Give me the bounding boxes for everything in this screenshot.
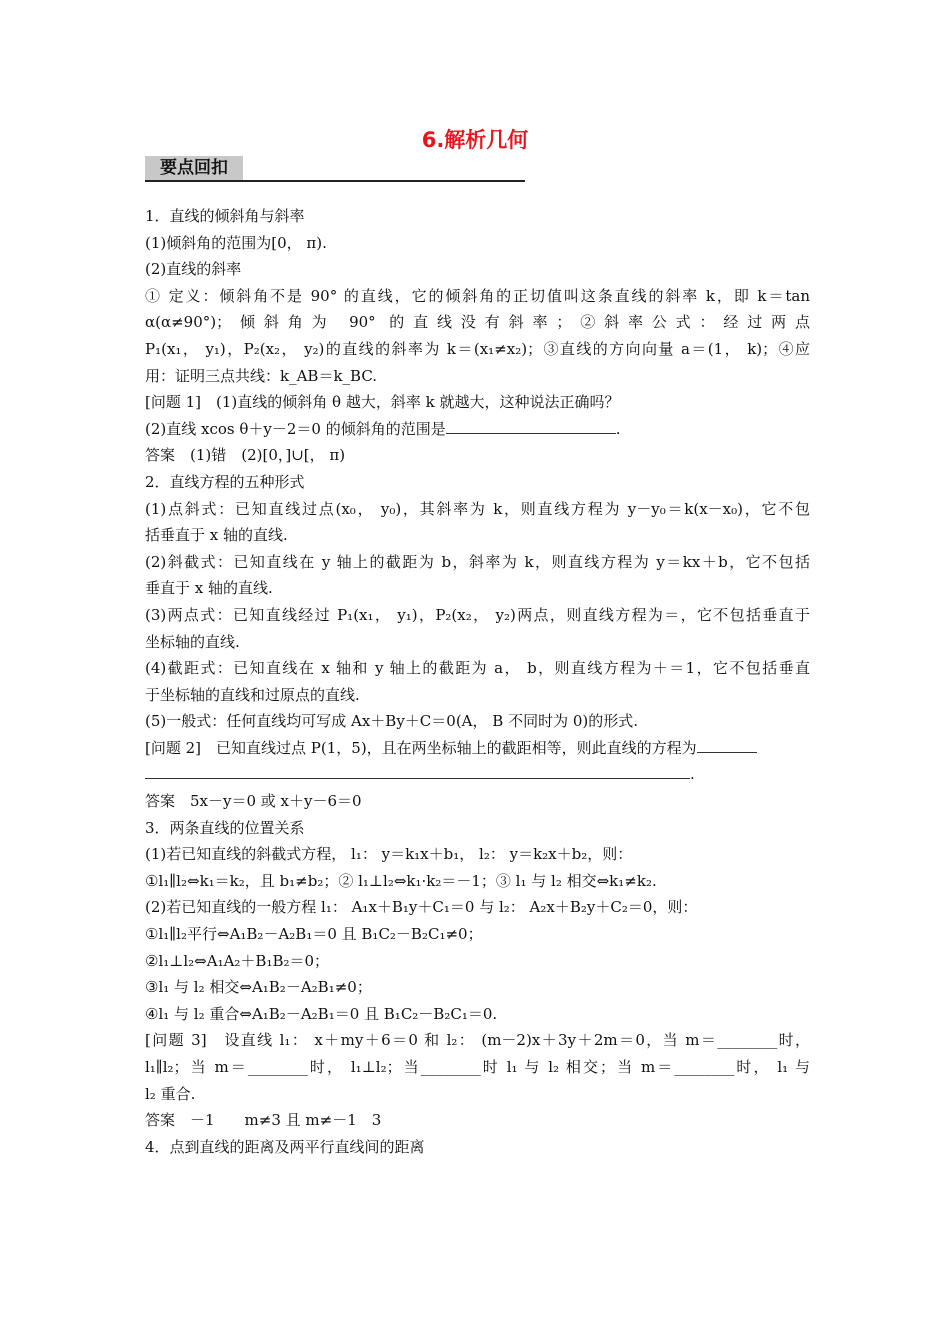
text-line-content: (2)斜截式：已知直线在 y 轴上的截距为 b，斜率为 k，则直线方程为 y＝kx＋b，它不包括: [145, 552, 810, 571]
text-line-content: ④l₁ 与 l₂ 重合⇔A₁B₂－A₂B₁＝0 且 B₁C₂－B₂C₁＝0.: [145, 1004, 498, 1023]
text-line: [145, 602, 810, 629]
text-line: [145, 815, 810, 842]
text-line-content: ①l₁∥l₂⇔k₁＝k₂，且 b₁≠b₂；② l₁⊥l₂⇔k₁·k₂＝－1；③ l₁ 与 l₂ 相交⇔k₁≠k₂.: [145, 871, 657, 890]
text-line: [145, 1107, 810, 1134]
text-line: [145, 894, 810, 921]
text-line-content: 2．直线方程的五种形式: [145, 472, 305, 491]
text-line-content: 1．直线的倾斜角与斜率: [145, 207, 305, 225]
text-line-content: 垂直于 x 轴的直线.: [145, 579, 273, 598]
text-line: [145, 974, 810, 1001]
section-header-rule: [145, 180, 525, 182]
text-line-content: α(α≠90°)；倾斜角为 90° 的直线没有斜率；②斜率公式：经过两点: [145, 313, 810, 332]
text-line: [145, 283, 810, 310]
text-line: [145, 522, 810, 549]
line-tail: .: [615, 419, 621, 438]
text-line-content: [问题 1] (1)直线的倾斜角 θ 越大，斜率 k 就越大，这种说法正确吗？: [145, 393, 620, 412]
text-line-content: [问题 3] 设直线 l₁： x＋my＋6＝0 和 l₂： (m－2)x＋3y＋2m＝0，当 m＝________时，: [145, 1031, 810, 1050]
text-line: [145, 1081, 810, 1108]
text-line: [145, 761, 810, 788]
text-line-content: (1)若已知直线的斜截式方程， l₁： y＝k₁x＋b₁， l₂： y＝k₂x＋b₂，则：: [145, 845, 633, 864]
text-line: [145, 708, 810, 735]
text-line: [145, 921, 810, 948]
text-line: [145, 1001, 810, 1028]
text-line-content: 3．两条直线的位置关系: [145, 818, 305, 837]
text-line: [145, 1134, 810, 1161]
text-line: [145, 841, 810, 868]
text-line-content: 答案 －1 m≠3 且 m≠－1 3: [145, 1111, 382, 1130]
text-line: [145, 549, 810, 576]
text-line: [145, 442, 810, 469]
text-line-content: (1)倾斜角的范围为[0， π).: [145, 233, 327, 252]
text-line-content: ①l₁∥l₂平行⇔A₁B₂－A₂B₁＝0 且 B₁C₂－B₂C₁≠0；: [145, 925, 483, 944]
text-line: [145, 336, 810, 363]
text-line-content: 答案 5x－y＝0 或 x＋y－6＝0: [145, 792, 362, 811]
text-line-content: 于坐标轴的直线和过原点的直线.: [145, 685, 360, 704]
text-line: [145, 230, 810, 257]
text-line-content: ③l₁ 与 l₂ 相交⇔A₁B₂－A₂B₁≠0；: [145, 978, 372, 997]
text-line-content: (4)截距式：已知直线在 x 轴和 y 轴上的截距为 a， b，则直线方程为＋＝1，它不包括垂直: [145, 659, 810, 678]
text-line-content: (2)直线 xcos θ＋y－2＝0 的倾斜角的范围是: [145, 419, 446, 438]
document-body: [145, 203, 810, 1160]
text-line: [145, 788, 810, 815]
line-tail: .: [690, 765, 695, 784]
text-line: [145, 1054, 810, 1081]
answer-blank: [697, 735, 757, 753]
text-line-content: l₁∥l₂；当 m＝________时， l₁⊥l₂；当________时 l₁ 与 l₂ 相交；当 m＝________时， l₁ 与: [145, 1058, 810, 1076]
text-line: [145, 682, 810, 709]
text-line-content: (3)两点式：已知直线经过 P₁(x₁， y₁)，P₂(x₂， y₂)两点，则直线方程为＝，它不包括垂直于: [145, 605, 810, 624]
text-line-content: P₁(x₁， y₁)，P₂(x₂， y₂)的直线的斜率为 k＝(x₁≠x₂)；③直线的方向向量 a＝(1， k)；④应: [145, 339, 810, 358]
text-line: [145, 389, 810, 416]
text-line: [145, 629, 810, 656]
text-line: [145, 309, 810, 336]
text-line: [145, 948, 810, 975]
text-line-content: ②l₁⊥l₂⇔A₁A₂＋B₁B₂＝0；: [145, 951, 330, 970]
section-header-label: 要点回扣: [160, 158, 228, 178]
answer-blank: [446, 416, 616, 434]
text-line-content: [问题 2] 已知直线过点 P(1，5)，且在两坐标轴上的截距相等，则此直线的方程为: [145, 738, 697, 757]
text-line: [145, 735, 810, 762]
text-line: [145, 868, 810, 895]
text-line: [145, 575, 810, 602]
text-line: [145, 1027, 810, 1054]
text-line: [145, 203, 810, 230]
text-line-content: 答案 (1)错 (2)[0，]∪[， π): [145, 446, 346, 465]
text-line: [145, 655, 810, 682]
text-line: [145, 469, 810, 496]
text-line-content: (2)若已知直线的一般方程 l₁： A₁x＋B₁y＋C₁＝0 与 l₂： A₂x＋B₂y＋C₂＝0，则：: [145, 898, 698, 917]
text-line: [145, 416, 810, 443]
text-line-content: (5)一般式：任何直线均可写成 Ax＋By＋C＝0(A， B 不同时为 0)的形式.: [145, 712, 639, 731]
text-line-content: 括垂直于 x 轴的直线.: [145, 526, 288, 545]
answer-blank: [145, 761, 690, 779]
text-line-content: 坐标轴的直线.: [145, 632, 240, 651]
text-line-content: l₂ 重合.: [145, 1084, 196, 1103]
text-line-content: ① 定义：倾斜角不是 90° 的直线，它的倾斜角的正切值叫这条直线的斜率 k，即 k＝tan: [145, 286, 810, 305]
text-line: [145, 256, 810, 283]
page-title: 6.解析几何: [421, 128, 529, 152]
text-line-content: (1)点斜式：已知直线过点(x₀， y₀)，其斜率为 k，则直线方程为 y－y₀＝k(x－x₀)，它不包: [145, 499, 810, 518]
text-line-content: 用：证明三点共线：k_AB＝k_BC.: [145, 366, 378, 385]
text-line: [145, 496, 810, 523]
text-line: [145, 363, 810, 390]
text-line-content: 4．点到直线的距离及两平行直线间的距离: [145, 1137, 425, 1156]
text-line-content: (2)直线的斜率: [145, 260, 242, 279]
